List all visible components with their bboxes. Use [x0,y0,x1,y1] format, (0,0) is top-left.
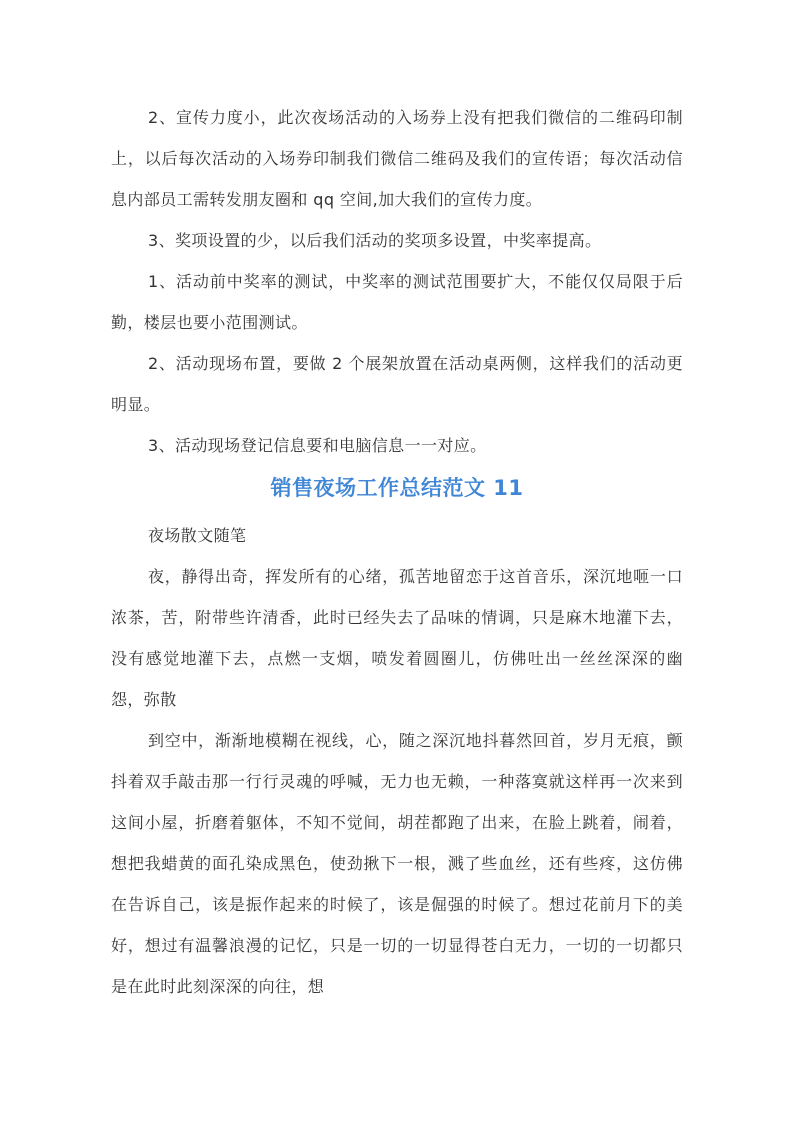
paragraph-prizes: 3、奖项设置的少，以后我们活动的奖项多设置，中奖率提高。 [148,231,602,250]
summary-section [0,97,794,510]
essay-section [0,515,794,1007]
paragraph-venue-layout: 2、活动现场布置，要做 2 个展架放置在活动桌两侧，这样我们的活动更明显。 [111,354,683,414]
essay-paragraph-2: 到空中，渐渐地模糊在视线，心，随之深沉地抖暮然回首，岁月无痕，颤抖着双手敲击那一行行灵魂的呼喊，无力也无赖，一种落寞就这样再一次来到这间小屋，折磨着躯体，不知不觉间，胡茬都跑了出来，在脸上跳着，闹着，想把我蜡黄的面孔染成黑色，使劲揪下一根，溅了些血丝，还有些疼，这仿佛在告诉自己，该是振作起来的时候了，该是倔强的时候了。想过花前月下的美好，想过有温馨浪漫的记忆，只是一切的一切显得苍白无力，一切的一切都只是在此时此刻深深的向往，想 [111,731,683,996]
section-heading: 销售夜场工作总结范文 11 [270,476,524,500]
essay-subtitle: 夜场散文随笔 [148,526,247,545]
paragraph-registration: 3、活动现场登记信息要和电脑信息一一对应。 [148,436,487,455]
essay-paragraph-1: 夜，静得出奇，挥发所有的心绪，孤苦地留恋于这首音乐，深沉地咂一口浓茶，苦，附带些许清香，此时已经失去了品味的情调，只是麻木地灌下去，没有感觉地灌下去，点燃一支烟，喷发着圆圈儿，仿佛吐出一丝丝深深的幽怨，弥散 [111,567,683,709]
paragraph-prize-rate-test: 1、活动前中奖率的测试，中奖率的测试范围要扩大，不能仅仅局限于后勤，楼层也要小范围测试。 [111,272,683,332]
paragraph-publicity: 2、宣传力度小，此次夜场活动的入场券上没有把我们微信的二维码印制上，以后每次活动的入场券印制我们微信二维码及我们的宣传语；每次活动信息内部员工需转发朋友圈和 qq 空间,加大我们的宣传力度。 [111,108,683,209]
